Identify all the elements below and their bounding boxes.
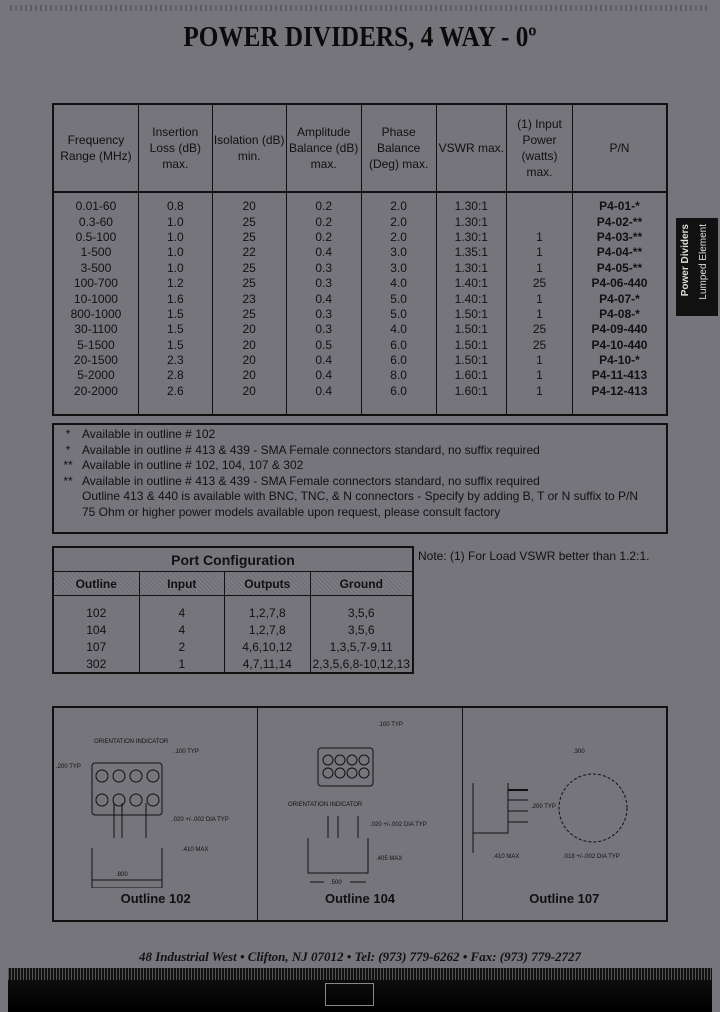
table-cell: 107 [86,639,107,654]
table-cell: 1.30:1 [436,192,507,214]
outline-caption: Outline 104 [324,891,396,906]
label: .800 [116,872,128,878]
table-cell: P4-02-** [572,214,667,229]
table-cell: 1.50:1 [436,322,507,337]
table-cell: 8.0 [361,368,436,383]
label: .500 [330,880,343,886]
table-cell: 5.0 [361,291,436,306]
port-note: Note: (1) For Load VSWR better than 1.2:1. [418,549,650,563]
side-tab-section: Power Dividers [680,224,691,297]
footnote-mark [54,489,82,505]
table-cell: 25 [212,276,286,291]
label: .200 TYP [56,764,81,770]
table-cell: 2.8 [138,368,212,383]
table-cell: 2.3 [138,353,212,368]
column-header: Isolation (dB) min. [212,104,286,192]
table-cell: 1.60:1 [436,384,507,399]
table-cell: 1 [507,384,573,399]
label: .300 [572,749,585,755]
footnote [54,489,666,505]
table-cell: 0.01-60 [75,199,117,214]
outline-drawings [52,706,668,922]
table-cell: 1.0 [138,230,212,245]
table-cell: 20-2000 [73,383,118,398]
table-cell: 2.6 [138,384,212,399]
table-cell: 1 [507,368,573,383]
table-cell: 20-1500 [73,353,118,368]
table-cell: 6.0 [361,338,436,353]
table-cell [507,192,573,214]
table-row-spacer [53,399,667,415]
table-cell: 1.0 [138,245,212,260]
table-cell: 4,7,11,14 [225,655,311,673]
table-cell: 1.30:1 [436,214,507,229]
table-cell: 3,5,6 [310,622,413,639]
table-cell: P4-12-413 [572,384,667,399]
table-cell: 1.40:1 [436,291,507,306]
table-cell: 0.3 [286,276,361,291]
table-cell: 30-1100 [74,322,118,337]
table-cell: 20 [212,384,286,399]
column-header: P/N [572,104,667,192]
column-header: Amplitude Balance (dB) max. [286,104,361,192]
table-cell: 0.3 [286,307,361,322]
table-row [53,214,667,229]
table-cell: 0.2 [286,214,361,229]
table-cell: 4 [139,596,225,622]
label: .020 +/-.002 DIA TYP [172,817,229,823]
footnote-mark: * [65,427,71,441]
table-cell: 1.50:1 [436,307,507,322]
table-cell: P4-01-* [572,192,667,214]
table-cell: 0.4 [286,245,361,260]
outline-107-labels [463,708,666,888]
column-header: Insertion Loss (dB) max. [138,104,212,192]
table-row [53,622,413,639]
label: .410 MAX [492,854,520,860]
table-cell: 104 [86,622,107,637]
table-cell: 20 [212,322,286,337]
table-cell: 1.0 [138,214,212,229]
table-row [53,230,667,245]
table-cell: 25 [212,230,286,245]
table-cell: 20 [212,368,286,383]
table-cell: 0.4 [286,368,361,383]
table-cell: 4,6,10,12 [225,638,311,655]
footnote [54,505,666,521]
label: .020 +/-.002 DIA TYP [370,822,428,828]
table-cell: 0.3-60 [78,214,113,229]
footnote-mark [54,505,82,521]
table-cell: 0.5 [286,338,361,353]
table-cell: 20 [212,353,286,368]
label: .200 TYP [530,804,556,810]
table-cell: 25 [507,338,573,353]
footnote [54,443,666,459]
table-cell: P4-05-** [572,261,667,276]
table-cell: 2.0 [361,192,436,214]
table-cell: 102 [86,605,107,620]
table-cell: 3.0 [361,261,436,276]
side-tab-subsection: Lumped Element [698,224,709,300]
table-cell: 1,3,5,7-9,11 [310,638,413,655]
table-row [53,276,667,291]
table-cell: 4.0 [361,322,436,337]
label: .405 MAX [376,856,403,862]
table-cell: P4-11-413 [572,368,667,383]
footnote-text: 75 Ohm or higher power models available upon request, please consult factory [82,504,501,519]
column-header: Ground [310,572,413,596]
table-row [53,638,413,655]
table-cell: 25 [507,322,573,337]
table-cell: 0.4 [286,291,361,306]
table-row [53,596,413,622]
footnote-text: Available in outline # 413 & 439 - SMA Female connectors standard, no suffix required [82,442,540,457]
table-cell: 10-1000 [73,291,118,306]
spec-table [52,103,668,416]
footnotes-box [52,423,668,534]
column-header: Outputs [225,572,311,596]
port-config-title: Port Configuration [53,547,413,572]
table-cell: 5.0 [361,307,436,322]
table-cell: 1.5 [138,322,212,337]
outline-caption: Outline 107 [529,891,600,906]
outline-104 [257,708,461,920]
table-cell: 3-500 [80,260,112,275]
outline-102-labels [54,708,257,888]
table-cell: 2 [139,638,225,655]
table-cell: 4.0 [361,276,436,291]
table-cell: 20 [212,192,286,214]
label: .100 TYP [174,749,199,755]
outline-104-labels [258,708,461,888]
table-cell: 1 [507,353,573,368]
table-cell: 1 [507,245,573,260]
label: ORIENTATION INDICATOR [94,739,169,745]
table-cell: 0.5-100 [75,229,117,244]
table-cell: 25 [212,261,286,276]
table-row [53,192,667,214]
table-cell: 1.5 [138,307,212,322]
table-row [53,655,413,673]
table-cell: 25 [507,276,573,291]
footnote-text: Available in outline # 102 [82,427,216,441]
table-row [53,384,667,399]
scan-noise [10,5,710,11]
table-cell: 3.0 [361,245,436,260]
table-cell: 0.2 [286,230,361,245]
table-row [53,291,667,306]
table-cell: 1-500 [80,245,112,260]
footnote-text: Available in outline # 102, 104, 107 & 302 [82,458,304,472]
table-cell: P4-03-** [572,230,667,245]
company-address: 48 Industrial West • Clifton, NJ 07012 • Tel: (973) 779-6262 • Fax: (973) 779-2727 [138,949,582,964]
table-cell: 1 [507,261,573,276]
outline-caption: Outline 102 [120,891,191,906]
outline-107 [462,708,666,920]
table-cell: 100-700 [73,276,118,291]
footnote [54,474,666,490]
table-row [53,322,667,337]
table-cell: P4-07-* [572,291,667,306]
table-cell: 6.0 [361,353,436,368]
column-header: Phase Balance (Deg) max. [361,104,436,192]
label: .100 TYP [378,722,404,728]
column-header: Frequency Range (MHz) [53,104,138,192]
footnote-text: Outline 413 & 440 is available with BNC, TNC, & N connectors - Specify by adding B, T or N suffix to P/N [82,489,639,503]
table-cell: 1 [507,291,573,306]
label: ORIENTATION INDICATOR [288,802,363,808]
table-row [53,245,667,260]
table-row [53,307,667,322]
side-tab [676,218,718,316]
table-cell: 0.8 [138,192,212,214]
page-title: POWER DIVIDERS, 4 WAY - 0º [183,22,537,53]
table-cell: 25 [212,307,286,322]
table-cell: 5-2000 [77,368,115,383]
table-cell: P4-06-440 [572,276,667,291]
table-cell: 1.6 [138,291,212,306]
table-cell: P4-10-440 [572,338,667,353]
table-row [53,353,667,368]
table-row [53,261,667,276]
table-cell: 4 [139,622,225,639]
table-cell: 1,2,7,8 [225,622,311,639]
table-cell: 1.50:1 [436,353,507,368]
table-cell: 20 [212,338,286,353]
table-cell: 25 [212,214,286,229]
footnote [54,427,666,443]
table-cell: 1 [507,307,573,322]
footnote [54,458,666,474]
table-cell: 0.4 [286,384,361,399]
table-cell: 302 [86,656,107,671]
table-cell: 1 [507,230,573,245]
label: .410 MAX [182,847,209,853]
table-cell: 800-1000 [70,306,122,321]
footnote-mark: ** [63,458,73,472]
table-cell: 2.0 [361,230,436,245]
table-cell: 1.40:1 [436,276,507,291]
table-cell: 1.30:1 [436,261,507,276]
table-cell: P4-04-** [572,245,667,260]
table-cell: 2,3,5,6,8-10,12,13 [310,655,413,673]
port-configuration-table [52,546,414,674]
footnote-mark: ** [63,473,73,488]
table-row [53,368,667,383]
column-header: VSWR max. [436,104,507,192]
column-header: Outline [53,572,139,596]
column-header: (1) Input Power (watts) max. [507,104,573,192]
table-cell: 2.0 [361,214,436,229]
table-cell: 0.3 [286,322,361,337]
footnote-text: Available in outline # 413 & 439 - SMA Female connectors standard, no suffix required [82,473,540,488]
column-header: Input [139,572,225,596]
table-cell: 1.5 [138,338,212,353]
table-cell: 6.0 [361,384,436,399]
table-cell: 22 [212,245,286,260]
table-cell: 1.30:1 [436,230,507,245]
table-cell: 23 [212,291,286,306]
table-cell: 0.2 [286,192,361,214]
table-cell: P4-08-* [572,307,667,322]
table-cell: 3,5,6 [310,596,413,622]
table-cell: P4-10-* [572,353,667,368]
table-cell: P4-09-440 [572,322,667,337]
table-cell: 1,2,7,8 [225,596,311,622]
table-cell: 1.35:1 [436,245,507,260]
table-row [53,338,667,353]
footnote-mark: * [65,442,71,457]
table-cell: 0.4 [286,353,361,368]
page-number-box [325,983,374,1006]
outline-102 [54,708,257,920]
label: .018 +/-.002 DIA TYP [562,854,620,860]
table-cell: 5-1500 [77,337,115,352]
table-cell: 1 [139,655,225,673]
table-cell: 1.0 [138,261,212,276]
table-cell: 1.60:1 [436,368,507,383]
table-cell: 0.3 [286,261,361,276]
table-cell [507,214,573,229]
table-cell: 1.2 [138,276,212,291]
table-cell: 1.50:1 [436,338,507,353]
